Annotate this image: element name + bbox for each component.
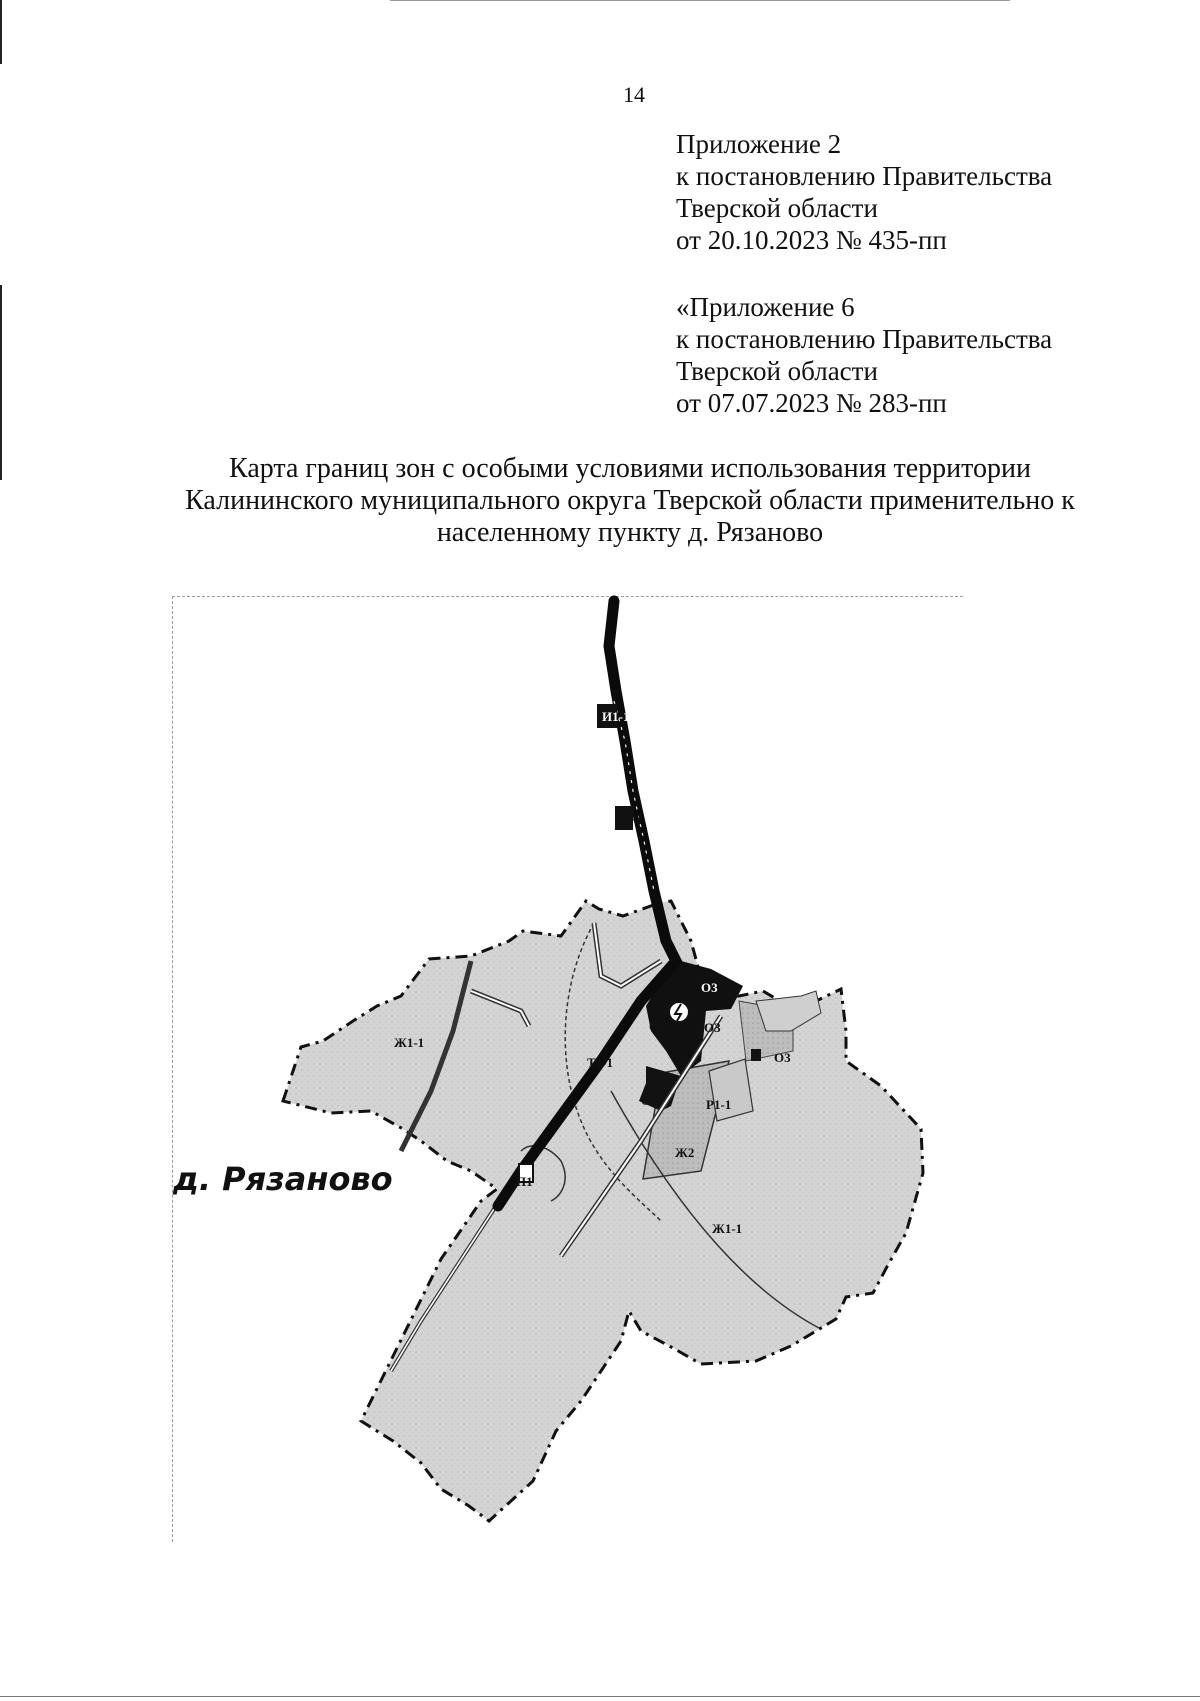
map-label-i1: И1-1 [602,709,630,724]
map-label-i1: И1-1 [615,811,643,826]
map-label-o3: О3 [774,1050,791,1065]
map-frame [172,596,963,1542]
zone-map [1,1,1200,1701]
appendix-1-line: Тверской области [676,193,878,223]
map-label-zh1: Ж1-1 [394,1035,425,1050]
settlement-label: д. Рязаново [173,1160,393,1198]
map-label-o3: О3 [701,980,718,995]
appendix-2-line: Тверской области [676,356,878,386]
map-label-r1: Р1-1 [706,1097,732,1112]
map-label-o3: О3 [641,1093,658,1108]
page-number: 14 [623,82,645,107]
map-title-line: Калининского муниципального округа Тверской области применительно к [185,485,1075,516]
map-label-o3: О3 [649,1019,666,1034]
map-label-p1: П1 [516,1174,533,1189]
appendix-2-line: к постановлению Правительства [676,324,1053,354]
map-label-o3: О3 [704,1020,721,1035]
map-label-zh1: Ж1-1 [712,1221,743,1236]
settlement-zone-area [283,901,923,1521]
appendix-1-line: к постановлению Правительства [676,161,1053,191]
zone-o3-block [751,1049,761,1061]
appendix-1-line: Приложение 2 [676,129,842,159]
appendix-2-line: «Приложение 6 [676,292,855,322]
map-title-line: населенному пункту д. Рязаново [436,517,824,548]
map-label-t1: Т1-1 [587,1055,613,1070]
map-title-line: Карта границ зон с особыми условиями использования территории [229,453,1031,484]
map-label-zh2: Ж2 [675,1145,695,1160]
appendix-1-line: от 20.10.2023 № 435-пп [676,225,947,255]
appendix-2-line: от 07.07.2023 № 283-пп [676,388,947,418]
